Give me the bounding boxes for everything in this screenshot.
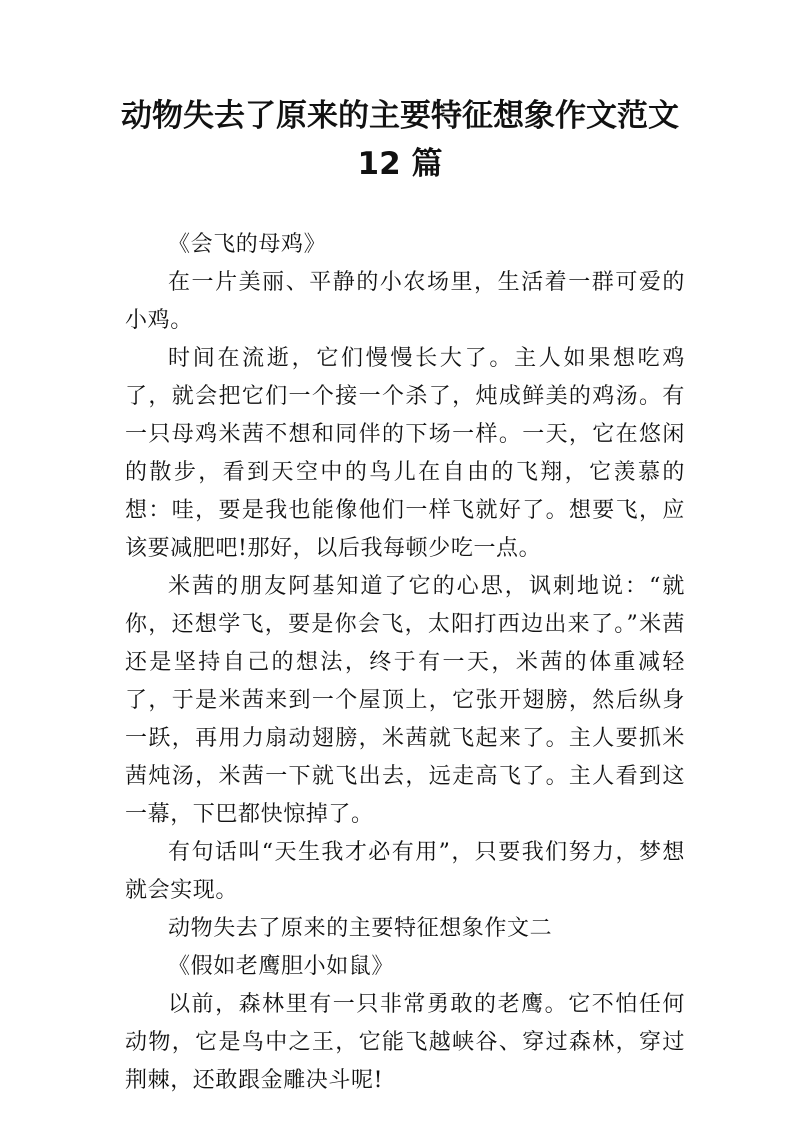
story-title-1: 《会飞的母鸡》 [168,232,327,257]
paragraph: 有句话叫“天生我才必有用”，只要我们努力，梦想就会实现。 [125,840,685,903]
title-line-1: 动物失去了原来的主要特征想象作文范文 [121,98,679,134]
document-body [125,226,685,1100]
title-line-2: 12 篇 [357,146,443,182]
paragraph: 以前，森林里有一只非常勇敢的老鹰。它不怕任何动物，它是鸟中之王，它能飞越峡谷、穿过森林，穿过荆棘，还敢跟金雕决斗呢! [125,992,685,1093]
paragraph: 时间在流逝，它们慢慢长大了。主人如果想吃鸡了，就会把它们一个接一个杀了，炖成鲜美的鸡汤。有一只母鸡米茜不想和同伴的下场一样。一天，它在悠闲的散步，看到天空中的鸟儿在自由的飞翔，它羡慕的想：哇，要是我也能像他们一样飞就好了。想要飞，应该要减肥吧!那好，以后我每顿少吃一点。 [125,346,685,561]
paragraph: 米茜的朋友阿基知道了它的心思，讽刺地说：“就你，还想学飞，要是你会飞，太阳打西边出来了。”米茜还是坚持自己的想法，终于有一天，米茜的体重减轻了，于是米茜来到一个屋顶上，它张开翅膀，然后纵身一跃，再用力扇动翅膀，米茜就飞起来了。主人要抓米茜炖汤，米茜一下就飞出去，远走高飞了。主人看到这一幕，下巴都快惊掉了。 [125,574,685,827]
section-heading-2: 动物失去了原来的主要特征想象作文二 [168,916,553,941]
story-title-2: 《假如老鹰胆小如鼠》 [168,954,395,979]
paragraph: 在一片美丽、平静的小农场里，生活着一群可爱的小鸡。 [125,270,685,333]
document-title [100,92,700,188]
